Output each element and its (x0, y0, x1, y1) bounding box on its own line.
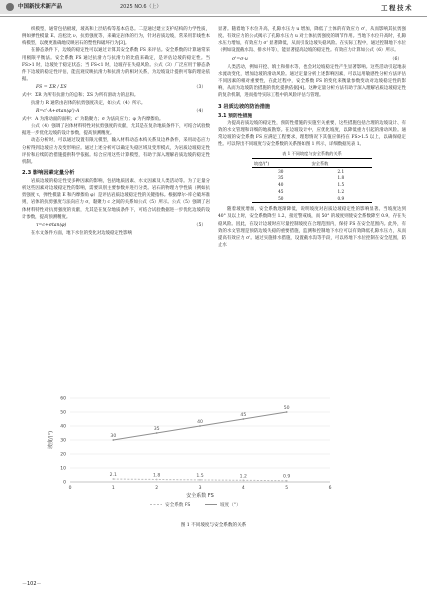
section-heading-2-3: 2.3 影响因素定量分析 (22, 169, 75, 176)
figure-caption: 图 1 不同坡度与安全系数的关系 (180, 523, 247, 528)
paragraph: 动态分析时，可以通过设置有限元模型，输入材料动态本构关系及边界条件，采用动态应力分析得到边坡应力及变形响应。通过上述分析可以确定失稳区域及变形模式，为岩质边坡稳定性评价和后续防治措施提供科学依据。综合应用这些计算模型，有助于深入理解岩质边坡的稳定性机制。 (22, 138, 210, 165)
data-label: 1.2 (239, 474, 247, 480)
y-tick-label: 50 (60, 410, 66, 416)
data-point (242, 418, 244, 420)
paragraph: 随着坡度增加，安全系数逐渐降低，说明坡度对岩质边坡稳定性的影响显著。当坡度达到 40° 及以上时，安全系数降至 1.2，接近警戒线，而 50° 的坡度则使安全系数降至 0.9，存在失稳风险。因此，在设计边坡时应尽量控制坡度在合理范围内，保持 FS 在安全范围内。此外，有效的水文管理是预防边坡失稳的重要措施，监测和控制地下水位可以有效降低孔隙水压力，从而提高有效应力 σ'。通过实施排水措施，设置截水沟等手段，可以将地下水位控制在安全范围，防止水 (218, 207, 406, 249)
data-label: 1.8 (153, 473, 161, 479)
equation-note: 式中：ΣR 为所有抗滑力的总和；ΣS 为所有滑动力的总和。 (22, 93, 139, 99)
data-point (112, 439, 114, 441)
table-row: 50 0.9 (252, 195, 372, 202)
data-label: 45 (240, 413, 247, 418)
line-chart (30, 392, 400, 512)
paragraph: 抗滑力 R 通常由岩体的抗剪强度决定，如公式（4）所示。 (31, 100, 146, 106)
equation-4: R=c'·A+σtan(φ')·A （4） (36, 108, 206, 114)
data-label: 50 (283, 406, 290, 411)
data-label: 30 (110, 434, 117, 439)
paragraph: 为提高岩质边坡的稳定性，预防性措施的实施至关重要，这些措施包括合理的边坡设计、有效的水文管理和详细的地质勘察。在边坡设计中，应优化坡度，以降低重力引起的滑动风险。通常边坡的安全系数 FS 应满足工程要求，理想情况下其值应保持在 FS>1.5 以上，以确保稳定性。可以得出不同坡度与安全系数的关系图如图 1 所示，详细数据见表 1。 (218, 120, 406, 148)
section-title: 工程技术 (381, 4, 413, 12)
data-label: 2.1 (109, 473, 117, 479)
y-tick-label: 60 (60, 396, 66, 402)
data-point (242, 479, 244, 481)
y-tick-label: 40 (60, 424, 66, 430)
running-header (0, 0, 427, 22)
paragraph: 公式（4）强调了岩体材料特性对抗剪强度的贡献，尤其是在复杂地质条件下，可结合试验数据进一步优化边坡的设计参数，提高预测精度。 (22, 124, 210, 137)
x-tick-label: 2 (155, 486, 159, 491)
data-label: 35 (153, 427, 160, 432)
table-row: 35 1.8 (278, 175, 345, 181)
table-row: 45 1.2 (278, 188, 345, 194)
x-axis-label: 安全系数 FS (186, 493, 214, 499)
data-point (156, 479, 158, 481)
figure-1 (30, 392, 400, 512)
legend-label: 坡度（°） (220, 503, 241, 508)
equation-note: 式中：A 为滑动面的面积；c' 为黏聚力；σ 为法向应力；φ 为内摩擦角。 (22, 116, 164, 122)
x-tick-label: 4 (241, 486, 245, 491)
x-tick-label: 5 (285, 486, 289, 491)
equation-6: σ'=σ-u （6） (232, 56, 402, 62)
data-point (286, 480, 288, 482)
y-axis-label: 坡度/(°) (48, 430, 54, 450)
paragraph: 岩质边坡的稳定性受多种因素的影响，包括地质因素、水文因素及人类活动等。为了定量分析这些因素对边坡稳定性的影响，需要识别主要参数并进行分类。岩石的物理力学性质（例如抗剪强度 τ，弹性模量 E 和内摩擦角 φ）是评估岩质边坡稳定性的关键指标。根据摩尔–库仑破坏准则，岩体的抗剪强度与法向应力 σ，黏聚力 c 之间的关系如公式（5）所示。公式（5）强调了岩体材料特性对抗剪强度的贡献，尤其是在复杂地质条件下，可结合试验数据进一步优化边坡的设计参数，提高预测精度。 (22, 178, 210, 220)
left-column (22, 26, 210, 237)
table-row: 30 2.1 (278, 168, 345, 174)
y-tick-label: 30 (60, 438, 66, 444)
paragraph: 人类活动，例如开挖、填土和排水等，也会对边坡稳定性产生显著影响。这些活动引起地表水流动变化，增加边坡的滑动风险。通过定量分析上述影响因素，可以运用敏感性分析方法评估不同因素的相对重要性，在此过程中，安全系数 FS 的变化来衡量参数变动对边坡稳定性的影响，从而为边坡防治措施的优化提供依据[4]。这种定量分析方法有助于深入理解岩质边坡稳定性的复杂机制，进而指导实际工程中的风险评估与管理。 (218, 64, 406, 99)
y-tick-label: 20 (60, 452, 66, 458)
data-point (112, 478, 114, 480)
equation-3: FS = ΣR / ΣS （3） (36, 85, 206, 91)
right-column (218, 26, 406, 249)
journal-name: 中国新技术新产品 (18, 4, 63, 10)
data-label: 1.5 (196, 473, 204, 479)
paragraph: 在静态条件下，边坡的稳定性可以通过计算其安全系数 FS 来评估。安全系数的计算通常采用极限平衡法。安全系数 FS 通过抗滑力与抗滑力的比值来确定，是评估边坡的稳定性。当 FS>1 时，边坡处于稳定状态；当 FS<1 时，边坡存在失稳风险。公式（3）广泛应用于静态条件下边坡的稳定性评估，能直观反映抗滑力和抗滑力的相对关系，为边坡设计提供可靠的理论依据。 (22, 48, 210, 83)
data-point (286, 411, 288, 413)
table-caption: 表 1 不同坡度与安全系数的关系 (282, 151, 342, 157)
section-heading-3-1: 3.1 预防性措施 (218, 113, 253, 119)
paragraph: 织模型，通常包括板坡，坡高和上层结构等基本信息。二是通过建立支护结构的力学性质，例如弹性模量 E、泊松比 ν、抗剪强度等，来确定岩体的行为，针对岩质边坡，常采用非线性本构模型，以便更准确地反映岩石的塑性和破坏行为[3]。 (22, 27, 210, 47)
y-tick-label: 10 (60, 466, 66, 472)
equation-5: τ=c+σtan(φ) （5） (36, 222, 206, 228)
table-header: 安全系数 (310, 159, 372, 168)
x-tick-label: 1 (111, 486, 115, 491)
paragraph: 显著。随着地下水位升高，孔隙水压力 u 增加，降低了土体的有效应力 σ'，从而影响其抗剪强度。有效应力的公式揭示了孔隙水压力 u 对土体抗剪强度的调节作用。当地下水位升高时，孔隙水压力增加，有效应力 σ' 显著降低，从而引发边坡失稳风险。在实际工程中，通过控制地下水位（例如设置截水沟、排水井等），能显著提高边坡的稳定性。有效应力计算如公式（6）所示。 (218, 27, 406, 54)
paragraph: 在水文条件方面，地下水位的变化对边坡稳定性影响 (31, 231, 132, 237)
data-label: 0.9 (283, 474, 291, 480)
slope-safety-table (252, 150, 372, 203)
table-header: 坡度/(°) (252, 159, 310, 168)
x-tick-label: 6 (328, 486, 332, 491)
section-heading-3: 3 岩质边坡的防治措施 (218, 103, 271, 110)
journal-issue: 2025 NO.6（上） (120, 3, 162, 10)
y-tick-label: 0 (63, 480, 66, 486)
data-label: 40 (197, 420, 203, 425)
header-divider (0, 16, 427, 17)
x-tick-label: 0 (68, 486, 72, 491)
table-row: 40 1.5 (278, 182, 345, 188)
legend-label: 安全系数 FS (165, 503, 191, 508)
data-point (199, 425, 201, 427)
page-number: －102－ (22, 581, 42, 587)
journal-logo-icon (6, 3, 14, 11)
data-point (156, 432, 158, 434)
data-point (199, 479, 201, 481)
x-tick-label: 3 (198, 486, 202, 491)
